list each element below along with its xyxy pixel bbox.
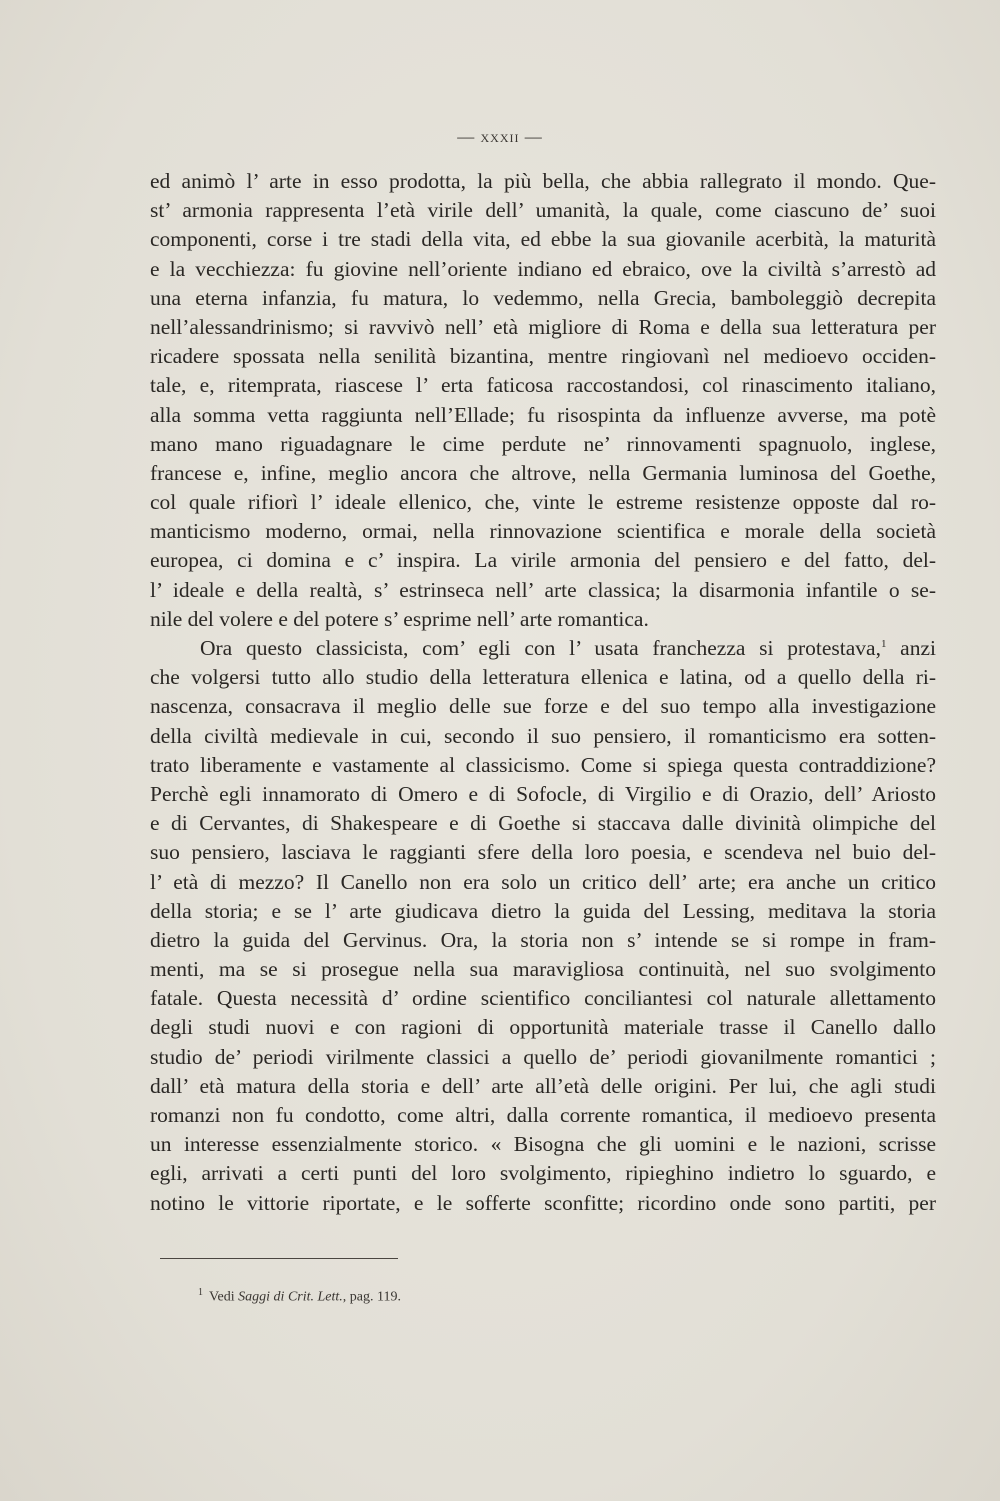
footnote-prefix: Vedi xyxy=(209,1289,239,1305)
page-number-dash-right: — xyxy=(519,127,543,146)
text-line: ricadere spossata nella senilità bizantina, mentre ringiovanì nel medioevo occiden- xyxy=(150,344,936,369)
text-line: europea, ci domina e c’ inspira. La virile armonia del pensiero e del fatto, del- xyxy=(150,548,936,573)
text-line: studio de’ periodi virilmente classici a quello de’ periodi giovanilmente romantici ; xyxy=(150,1044,936,1069)
text-line: col quale rifiorì l’ ideale ellenico, che, vinte le estreme resistenze opposte dal ro- xyxy=(150,490,936,515)
text-line: componenti, corse i tre stadi della vita, ed ebbe la sua giovanile acerbità, la maturità xyxy=(150,227,936,252)
body-text xyxy=(150,167,936,1218)
page-number-dash-left: — xyxy=(457,127,481,146)
text-line-end: anzi xyxy=(886,636,936,660)
text-line: dietro la guida del Gervinus. Ora, la storia non s’ intende se si rompe in fram- xyxy=(150,927,936,952)
page-number xyxy=(0,127,1000,147)
text-line: nascenza, consacrava il meglio delle sue forze e del suo tempo alla investigazione xyxy=(150,694,936,719)
text-line: manticismo moderno, ormai, nella rinnovazione scientifica e morale della società xyxy=(150,519,936,544)
text-line: dall’ età matura della storia e dell’ arte all’età delle origini. Per lui, che agli studi xyxy=(150,1073,936,1098)
footnote-marker: 1 xyxy=(198,1287,203,1298)
text-line: mano mano riguadagnare le cime perdute ne’ rinnovamenti spagnuolo, inglese, xyxy=(150,431,936,456)
footnote-suffix: , pag. 119. xyxy=(342,1289,401,1305)
text-line: nell’alessandrinismo; si ravvivò nell’ età migliore di Roma e della sua letteratura per xyxy=(150,314,936,339)
text-line: egli, arrivati a certi punti del loro svolgimento, ripieghino indietro lo sguardo, e xyxy=(150,1161,936,1186)
text-line: un interesse essenzialmente storico. « Bisogna che gli uomini e le nazioni, scrisse xyxy=(150,1132,936,1157)
text-line: e la vecchiezza: fu giovine nell’oriente indiano ed ebraico, ove la civiltà s’arrestò ad xyxy=(150,256,936,281)
text-line: degli studi nuovi e con ragioni di opportunità materiale trasse il Canello dallo xyxy=(150,1015,936,1040)
text-line: romanzi non fu condotto, come altri, dalla corrente romantica, il medioevo presenta xyxy=(150,1103,936,1127)
text-line: Perchè egli innamorato di Omero e di Sofocle, di Virgilio e di Orazio, dell’ Ariosto xyxy=(150,781,936,806)
text-line-indented xyxy=(150,634,936,663)
text-line: che volgersi tutto allo studio della letteratura ellenica e latina, od a quello della ri- xyxy=(150,665,936,690)
text-line: l’ età di mezzo? Il Canello non era solo un critico dell’ arte; era anche un critico xyxy=(150,869,936,894)
text-line: fatale. Questa necessità d’ ordine scientifico conciliantesi col naturale allettamento xyxy=(150,986,936,1011)
text-line: e di Cervantes, di Shakespeare e di Goethe si staccava dalle divinità olimpiche del xyxy=(150,811,936,836)
text-line: menti, ma se si prosegue nella sua maravigliosa continuità, nel suo svolgimento xyxy=(150,957,936,982)
text-line: suo pensiero, lasciava le raggianti sfere della loro poesia, e scendeva nel buio del- xyxy=(150,840,936,865)
text-line: nile del volere e del potere s’ esprime nell’ arte romantica. xyxy=(150,606,649,631)
footnote-reference: 1 xyxy=(880,637,887,650)
text-line: ed animò l’ arte in esso prodotta, la più bella, che abbia rallegrato il mondo. Que- xyxy=(150,169,936,193)
footnote-divider xyxy=(160,1258,398,1259)
text-line-start: Ora questo classicista, com’ egli con l’ usata franchezza si protestava, xyxy=(200,636,881,660)
page-number-value: xxxii xyxy=(480,127,520,146)
text-line: tale, e, ritemprata, riascese l’ erta faticosa raccostandosi, col rinascimento italiano, xyxy=(150,373,936,398)
text-line: trato liberamente e vastamente al classicismo. Come si spiega questa contraddizione? xyxy=(150,752,936,777)
text-line: alla somma vetta raggiunta nell’Ellade; fu risospinta da influenze avverse, ma potè xyxy=(150,402,936,427)
text-line: st’ armonia rappresenta l’età virile dell’ umanità, la quale, come ciascuno de’ suoi xyxy=(150,198,936,223)
text-line: notino le vittorie riportate, e le sofferte sconfitte; ricordino onde sono partiti, per xyxy=(150,1190,936,1215)
text-line: francese e, infine, meglio ancora che altrove, nella Germania luminosa del Goethe, xyxy=(150,460,936,485)
footnote xyxy=(198,1287,401,1306)
text-line: l’ ideale e della realtà, s’ estrinseca nell’ arte classica; la disarmonia infantile o se- xyxy=(150,577,936,602)
text-line: della storia; e se l’ arte giudicava dietro la guida del Lessing, meditava la storia xyxy=(150,898,936,923)
footnote-title: Saggi di Crit. Lett. xyxy=(238,1289,343,1305)
text-line: una eterna infanzia, fu matura, lo vedemmo, nella Grecia, bamboleggiò decrepita xyxy=(150,285,936,310)
text-line: della civiltà medievale in cui, secondo il suo pensiero, il romanticismo era sotten- xyxy=(150,723,936,748)
